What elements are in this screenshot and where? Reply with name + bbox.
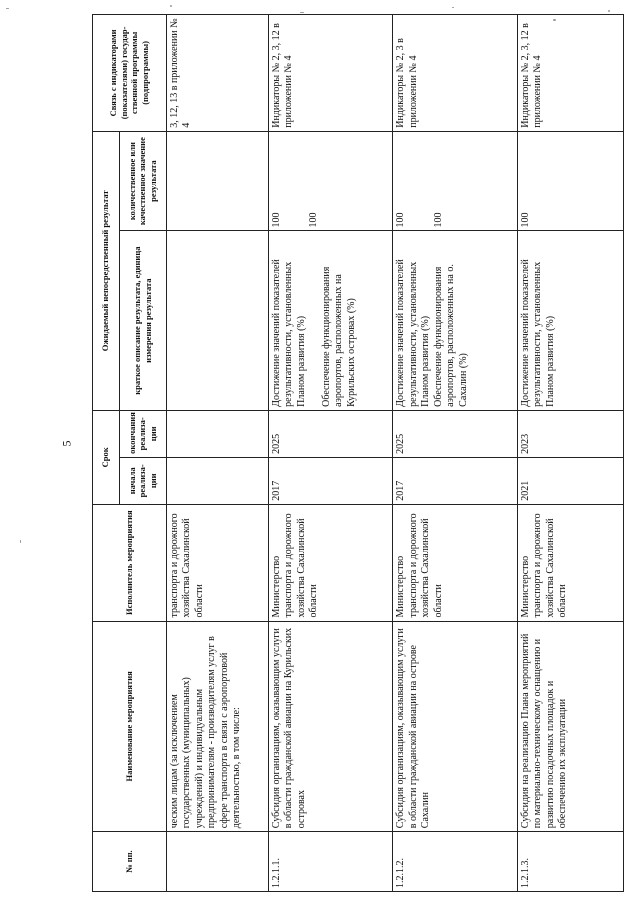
page-number: 5 bbox=[59, 440, 74, 447]
cell-description bbox=[166, 231, 268, 410]
col-start-header: начала реализа-ции bbox=[119, 457, 166, 504]
col-link-header: Связь с индикаторами (показателями) государ-ственной программы (подпрограммы) bbox=[93, 15, 167, 132]
cell-start bbox=[166, 457, 268, 504]
cell-executor: Министерство транспорта и дорожного хозяйства Сахалинской области bbox=[517, 504, 623, 621]
table-row bbox=[166, 15, 268, 892]
cell-name: Субсидия на реализацию Плана мероприятий по материально-техническому оснащению и развитию посадочных площадок и обеспечению их эксплуатации bbox=[517, 621, 623, 832]
cell-start: 2017 bbox=[393, 457, 518, 504]
rotated-table-container bbox=[92, 14, 624, 892]
cell-executor: транспорта и дорожного хозяйства Сахалинской области bbox=[166, 504, 268, 621]
cell-start: 2017 bbox=[268, 457, 393, 504]
cell-no: 1.2.1.3. bbox=[517, 832, 623, 892]
scan-speck bbox=[608, 10, 610, 12]
cell-link: Индикаторы № 2, 3 в приложении № 4 bbox=[393, 15, 518, 132]
cell-description: Достижение значений показателей результативности, установленных Планом развития (%) Обеспечение функционирования аэропортов, расположенных на о. Сахалин (%) bbox=[393, 231, 518, 410]
cell-link: 3, 12, 13 в приложении № 4 bbox=[166, 15, 268, 132]
scan-speck bbox=[170, 5, 172, 7]
measures-table bbox=[92, 14, 624, 892]
col-value-header: количественное или качественное значение результата bbox=[119, 131, 166, 231]
col-no-header: № пп. bbox=[93, 832, 167, 892]
scan-speck bbox=[452, 7, 454, 8]
cell-name: ческим лицам (за исключением государственных (муниципальных) учреждений) и индивидуальным предпринимателям - производителям услуг в сфере транспорта в связи с аэропортовой деятельностью, в том числе: bbox=[166, 621, 268, 832]
cell-end: 2025 bbox=[268, 410, 393, 457]
cell-value: 100 100 bbox=[268, 131, 393, 231]
cell-end: 2023 bbox=[517, 410, 623, 457]
table-row bbox=[393, 15, 518, 892]
cell-executor: Министерство транспорта и дорожного хозяйства Сахалинской области bbox=[393, 504, 518, 621]
scan-speck bbox=[300, 12, 304, 13]
cell-no bbox=[166, 832, 268, 892]
cell-executor: Министерство транспорта и дорожного хозяйства Сахалинской области bbox=[268, 504, 393, 621]
header-row-top bbox=[93, 15, 120, 892]
cell-no: 1.2.1.1. bbox=[268, 832, 393, 892]
scan-speck bbox=[6, 8, 9, 9]
scan-speck bbox=[20, 540, 21, 543]
table-row bbox=[268, 15, 393, 892]
cell-value bbox=[166, 131, 268, 231]
cell-start: 2021 bbox=[517, 457, 623, 504]
cell-end bbox=[166, 410, 268, 457]
col-expected-header: Ожидаемый непосредственный результат bbox=[93, 131, 120, 410]
cell-name: Субсидия организациям, оказывающим услуги в области гражданской авиации на Курильских островах bbox=[268, 621, 393, 832]
cell-value: 100 100 bbox=[393, 131, 518, 231]
cell-name: Субсидия организациям, оказывающим услуги в области гражданской авиации на острове Сахалин bbox=[393, 621, 518, 832]
cell-link: Индикаторы № 2, 3, 12 в приложении № 4 bbox=[268, 15, 393, 132]
col-end-header: окончания реализа-ции bbox=[119, 410, 166, 457]
col-executor-header: Исполнитель мероприятия bbox=[93, 504, 167, 621]
col-name-header: Наименование мероприятия bbox=[93, 621, 167, 832]
cell-link: Индикаторы № 2, 3, 12 в приложении № 4 bbox=[517, 15, 623, 132]
cell-description: Достижение значений показателей результативности, установленных Планом развития (%) bbox=[517, 231, 623, 410]
cell-end: 2025 bbox=[393, 410, 518, 457]
cell-no: 1.2.1.2. bbox=[393, 832, 518, 892]
table-body bbox=[166, 15, 623, 892]
rotated-sheet bbox=[92, 14, 624, 892]
cell-description: Достижение значений показателей результативности, установленных Планом развития (%) Обеспечение функционирования аэропортов, расположенных на Курильских островах (%) bbox=[268, 231, 393, 410]
col-term-header: Срок bbox=[93, 410, 120, 504]
table-row bbox=[517, 15, 623, 892]
cell-value: 100 bbox=[517, 131, 623, 231]
col-description-header: краткое описание результата, единица измерения результата bbox=[119, 231, 166, 410]
